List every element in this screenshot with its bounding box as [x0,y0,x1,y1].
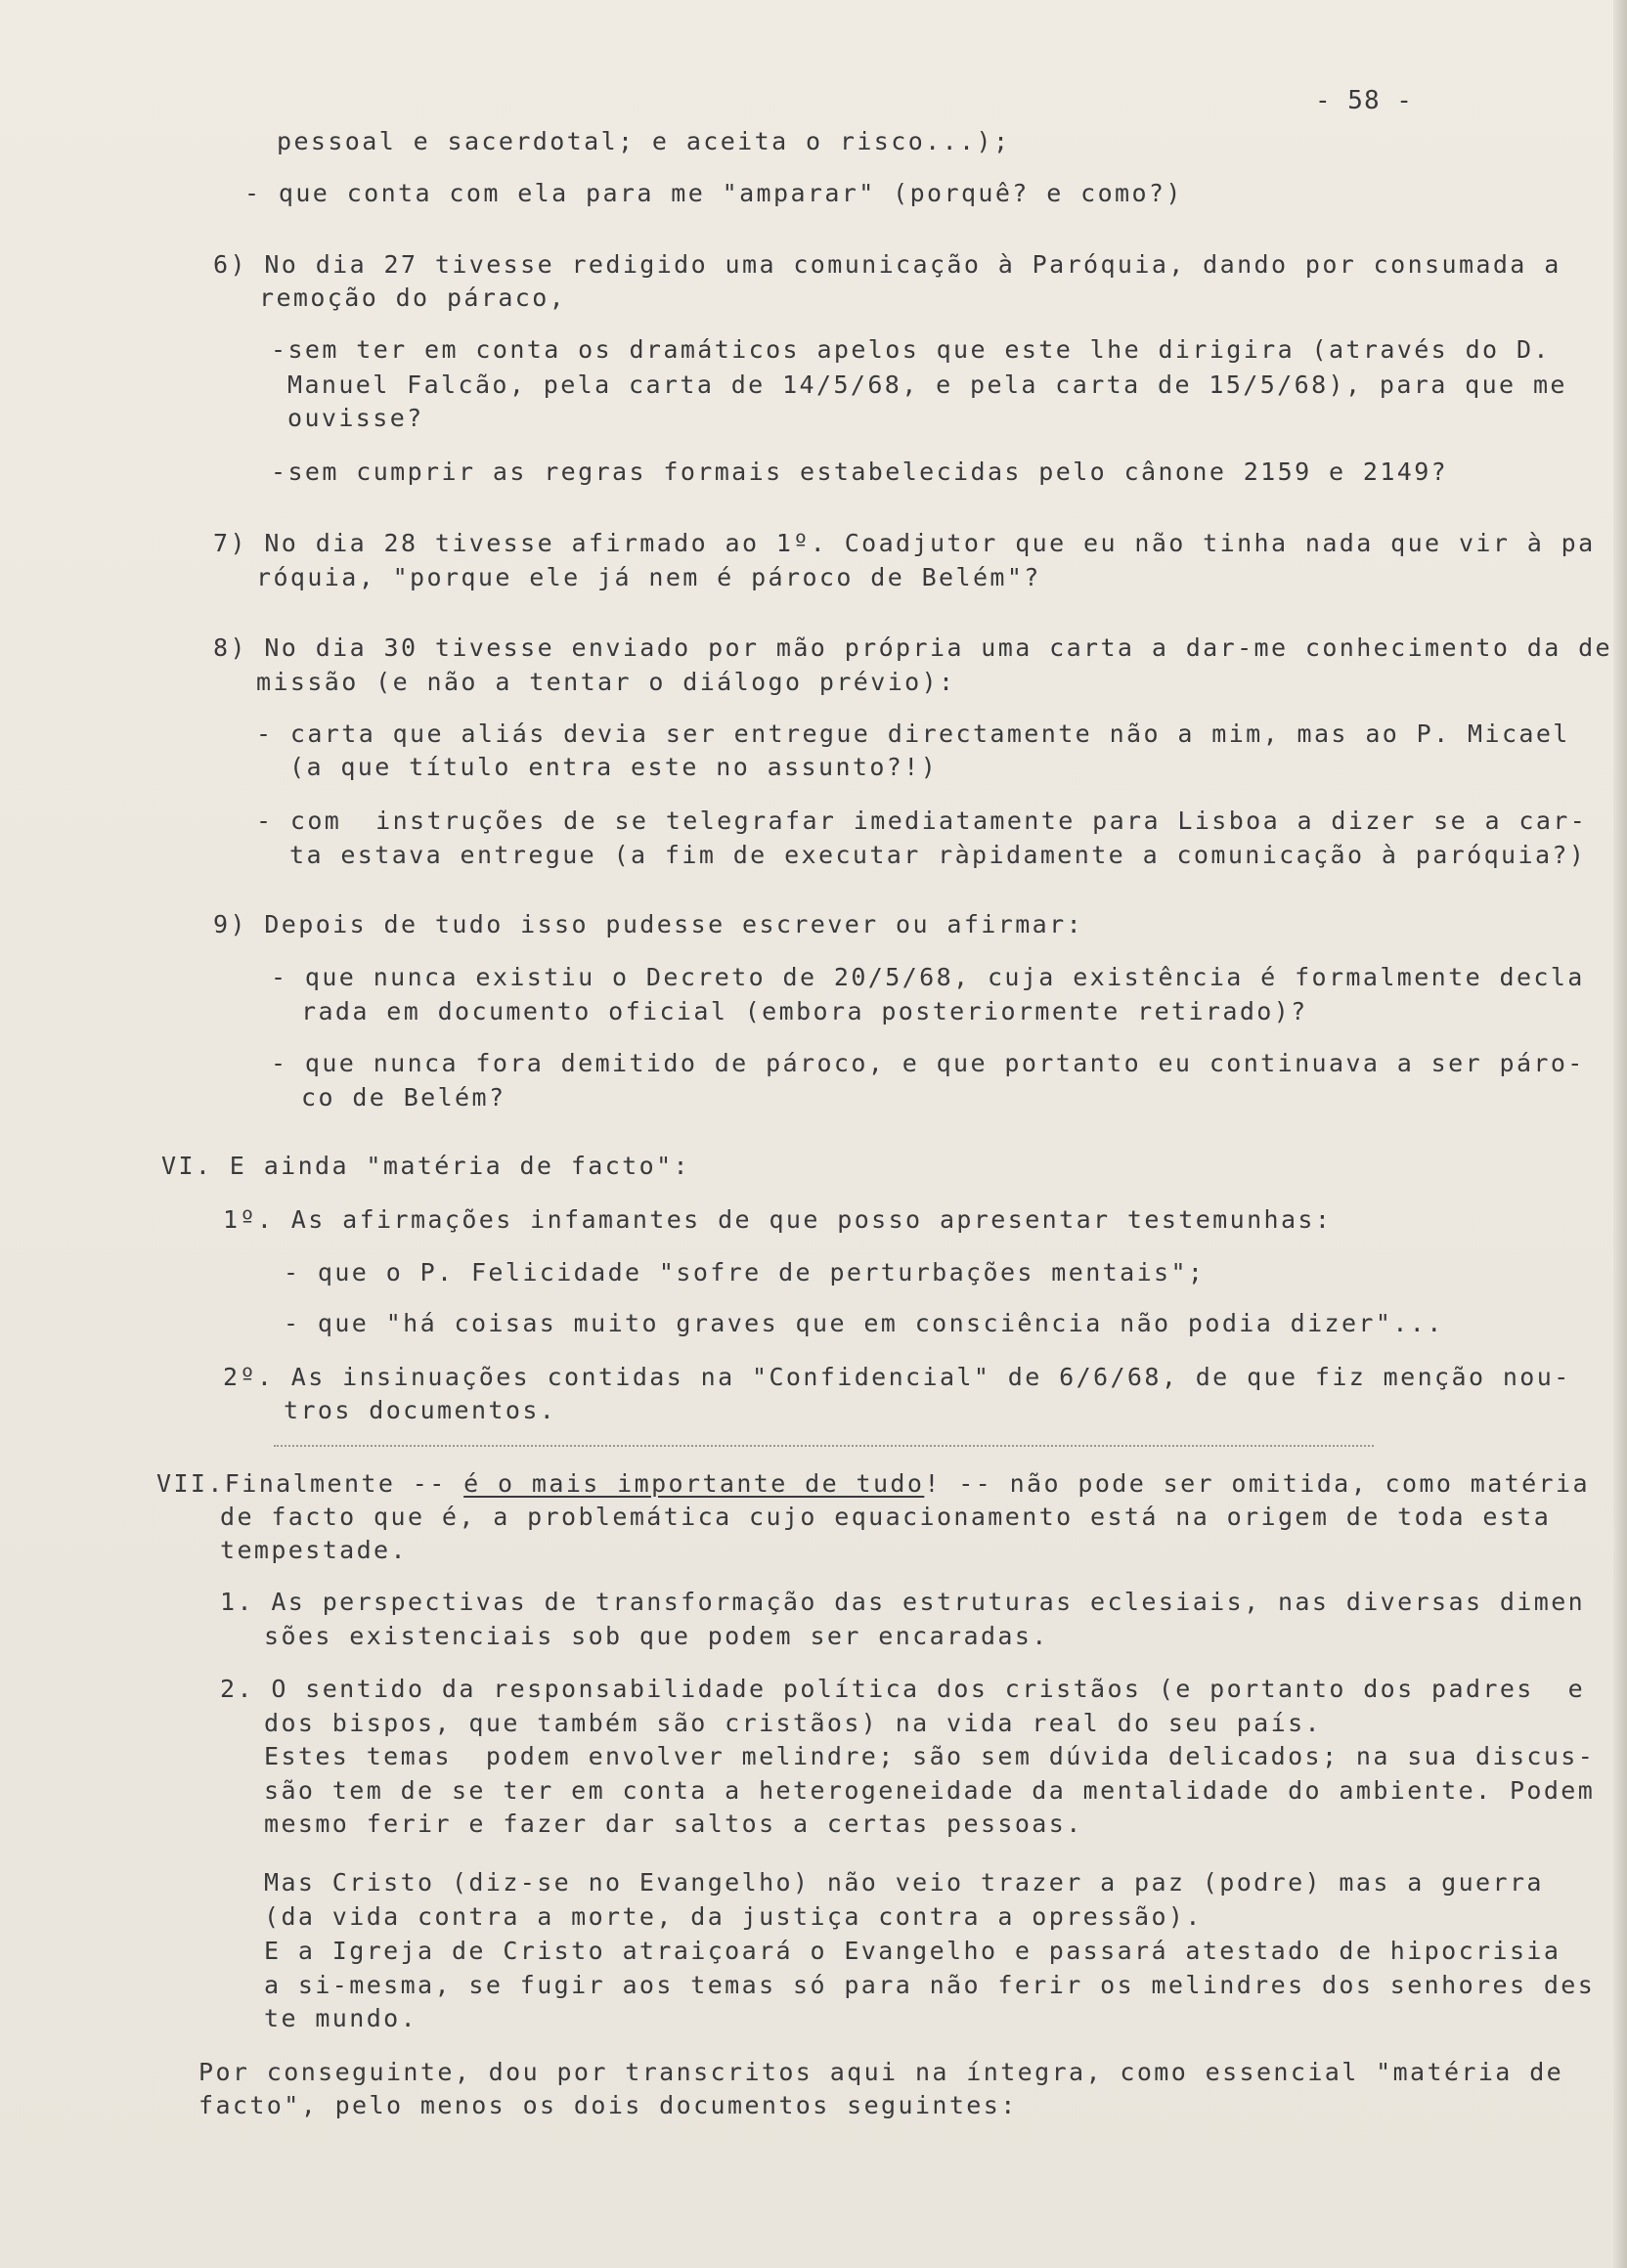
text-line: (da vida contra a morte, da justiça contra a opressão). [264,1902,1203,1931]
text-line: Mas Cristo (diz-se no Evangelho) não veio trazer a paz (podre) mas a guerra [264,1868,1544,1897]
text-line: de facto que é, a problemática cujo equacionamento está na origem de toda esta [220,1503,1552,1531]
text-line: remoção do páraco, [259,284,567,312]
text-line: tros documentos. [284,1396,557,1424]
text-line: -sem ter em conta os dramáticos apelos que este lhe dirigira (através do D. [271,335,1551,364]
text-line: Manuel Falcão, pela carta de 14/5/68, e pela carta de 15/5/68), para que me [287,371,1567,399]
text-line: E a Igreja de Cristo atraiçoará o Evangelho e passará atestado de hipocrisia [264,1937,1561,1965]
text-line: 2. O sentido da responsabilidade política dos cristãos (e portanto dos padres e [220,1675,1586,1703]
page-number: - 58 - [1315,86,1413,115]
text-line: sões existenciais sob que podem ser encaradas. [264,1622,1049,1650]
text-line: - carta que aliás devia ser entregue directamente não a mim, mas ao P. Micael [256,720,1570,748]
text-line: são tem de se ter em conta a heterogeneidade da mentalidade do ambiente. Podem [264,1776,1596,1805]
text-line: pessoal e sacerdotal; e aceita o risco...); [277,127,1011,155]
text-line: 1. As perspectivas de transformação das estruturas eclesiais, nas diversas dimen [220,1588,1586,1616]
text-line: - que nunca existiu o Decreto de 20/5/68, cuja existência é formalmente decla [271,963,1585,991]
text-line: dos bispos, que também são cristãos) na vida real do seu país. [264,1709,1322,1737]
text-line: a si-mesma, se fugir aos temas só para não ferir os melindres dos senhores des [264,1971,1596,1999]
text-line: Estes temas podem envolver melindre; são sem dúvida delicados; na sua discus- [264,1742,1596,1770]
text-line: 6) No dia 27 tivesse redigido uma comunicação à Paróquia, dando por consumada a [213,250,1561,279]
text-line: - que nunca fora demitido de pároco, e que portanto eu continuava a ser páro- [271,1049,1585,1077]
text-line: - que o P. Felicidade "sofre de perturbações mentais"; [284,1258,1206,1287]
text-line: tempestade. [220,1536,408,1564]
text-line: -sem cumprir as regras formais estabelecidas pelo cânone 2159 e 2149? [271,458,1449,486]
text-line: - que conta com ela para me "amparar" (porquê? e como?) [244,179,1183,207]
text-line: 8) No dia 30 tivesse enviado por mão própria uma carta a dar-me conhecimento da de [213,633,1613,662]
text-line: co de Belém? [301,1083,506,1112]
text-line: te mundo. [264,2004,418,2032]
text-line: ta estava entregue (a fim de executar ràpidamente a comunicação à paróquia?) [289,841,1587,869]
text-line: 1º. As afirmações infamantes de que posso apresentar testemunhas: [223,1205,1333,1234]
text-line: facto", pelo menos os dois documentos seguintes: [198,2091,1018,2119]
text-line: - que "há coisas muito graves que em consciência não podia dizer"... [284,1309,1444,1337]
text-line: 7) No dia 28 tivesse afirmado ao 1º. Coadjutor que eu não tinha nada que vir à pa [213,529,1596,557]
text-line: rada em documento oficial (embora posteriormente retirado)? [301,997,1308,1025]
text-line: mesmo ferir e fazer dar saltos a certas pessoas. [264,1810,1083,1838]
section-heading: VI. E ainda "matéria de facto": [161,1152,690,1180]
underlined-emphasis: é o mais importante de tudo [463,1469,925,1498]
text-line: róquia, "porque ele já nem é pároco de Belém"? [256,563,1041,591]
text-line: missão (e não a tentar o diálogo prévio): [256,668,956,696]
dotted-separator [274,1445,1374,1447]
text-line: - com instruções de se telegrafar imediatamente para Lisboa a dizer se a car- [256,807,1588,835]
text-line: ouvisse? [287,404,424,432]
text-line: 9) Depois de tudo isso pudesse escrever ou afirmar: [213,910,1084,938]
paper-edge [1613,0,1627,2268]
text-line: Por conseguinte, dou por transcritos aqui na íntegra, como essencial "matéria de [198,2058,1564,2086]
text-line: (a que título entra este no assunto?!) [289,753,939,781]
section-heading: VII.Finalmente -- é o mais importante de tudo! -- não pode ser omitida, como matéria [156,1469,1590,1498]
text-line: 2º. As insinuações contidas na "Confidencial" de 6/6/68, de que fiz menção nou- [223,1363,1571,1391]
